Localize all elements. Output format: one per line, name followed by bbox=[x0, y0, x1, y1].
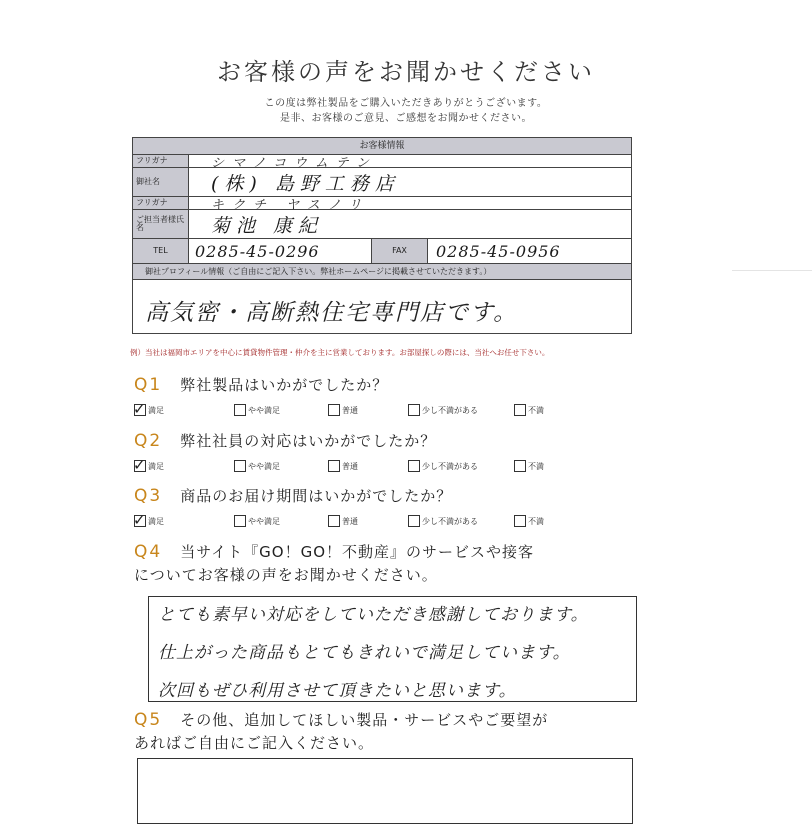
question-2-text: 弊社社員の対応はいかがでしたか？ bbox=[180, 432, 437, 450]
intro-line-1: この度は弊社製品をご購入いただきありがとうございます。 bbox=[264, 98, 548, 109]
q1-option-somewhat-satisfied[interactable]: やや満足 bbox=[234, 404, 328, 416]
fax-label: FAX bbox=[372, 239, 428, 263]
example-note: 例）当社は福岡市エリアを中心に賃貸物件管理・仲介を主に営業しております。お部屋探しの際には、当社へお任せ下さい。 bbox=[130, 348, 550, 357]
customer-info-header: お客様情報 bbox=[133, 138, 631, 155]
question-2-options bbox=[133, 456, 544, 474]
question-1 bbox=[134, 374, 388, 395]
q1-option-somewhat-dissatisfied[interactable]: 少し不満がある bbox=[408, 404, 514, 416]
company-row bbox=[133, 168, 631, 197]
tel-field[interactable]: 0285-45-0296 bbox=[189, 239, 372, 263]
question-3 bbox=[134, 485, 452, 506]
check-mark-icon: ✓ bbox=[133, 400, 146, 418]
tel-label: TEL bbox=[133, 239, 189, 263]
company-label: 御社名 bbox=[133, 168, 189, 196]
q5-answer-box[interactable] bbox=[137, 758, 633, 824]
company-kana-label: フリガナ bbox=[133, 155, 189, 167]
q3-option-somewhat-satisfied[interactable]: やや満足 bbox=[234, 515, 328, 527]
q2-option-satisfied[interactable]: ✓ 満足 bbox=[133, 456, 164, 474]
q3-option-somewhat-dissatisfied[interactable]: 少し不満がある bbox=[408, 515, 514, 527]
question-5 bbox=[134, 709, 548, 730]
question-4-number: Q4 bbox=[134, 542, 163, 562]
customer-info-form bbox=[132, 137, 632, 334]
person-name-field[interactable]: 菊池 康紀 bbox=[211, 214, 324, 237]
question-2 bbox=[134, 430, 436, 451]
question-1-options bbox=[133, 400, 544, 418]
q1-option-dissatisfied[interactable]: 不満 bbox=[514, 404, 544, 416]
q4-answer-line-2: 仕上がった商品もとてもきれいで満足しています。 bbox=[158, 643, 571, 663]
question-5-number: Q5 bbox=[134, 710, 163, 730]
question-4-line-2: についてお客様の声をお聞かせください。 bbox=[134, 566, 438, 584]
company-name-field[interactable]: (株) 島野工務店 bbox=[211, 172, 400, 195]
q2-option-somewhat-satisfied[interactable]: やや満足 bbox=[234, 460, 328, 472]
question-5-line-1: その他、追加してほしい製品・サービスやご要望が bbox=[180, 711, 549, 729]
question-2-number: Q2 bbox=[134, 431, 163, 451]
phone-row bbox=[133, 239, 631, 264]
profile-label: 御社プロフィール情報（ご自由にご記入下さい。弊社ホームページに掲載させていただきます。） bbox=[133, 264, 631, 280]
intro-line-2: 是非、お客様のご意見、ご感想をお聞かせください。 bbox=[280, 113, 532, 124]
q3-option-dissatisfied[interactable]: 不満 bbox=[514, 515, 544, 527]
q4-answer-line-3: 次回もぜひ利用させて頂きたいと思います。 bbox=[158, 681, 517, 701]
check-mark-icon: ✓ bbox=[133, 511, 146, 529]
q2-option-neutral[interactable]: 普通 bbox=[328, 460, 408, 472]
person-kana-field[interactable]: キクチ ヤスノリ bbox=[211, 197, 370, 213]
company-kana-field[interactable]: シマノコウムテン bbox=[211, 155, 377, 171]
q1-option-neutral[interactable]: 普通 bbox=[328, 404, 408, 416]
fax-field[interactable]: 0285-45-0956 bbox=[436, 241, 561, 261]
q3-option-satisfied[interactable]: ✓ 満足 bbox=[133, 511, 164, 529]
question-1-number: Q1 bbox=[134, 375, 163, 395]
q2-option-somewhat-dissatisfied[interactable]: 少し不満がある bbox=[408, 460, 514, 472]
question-3-text: 商品のお届け期間はいかがでしたか？ bbox=[180, 487, 453, 505]
person-kana-label: フリガナ bbox=[133, 197, 189, 209]
question-4-line-1: 当サイト『GO！GO！不動産』のサービスや接客 bbox=[180, 543, 535, 561]
q4-answer-line-1: とても素早い対応をしていただき感謝しております。 bbox=[158, 605, 589, 625]
q3-option-neutral[interactable]: 普通 bbox=[328, 515, 408, 527]
scan-artifact-line bbox=[732, 270, 812, 271]
page-title: お客様の声をお聞かせください bbox=[217, 58, 595, 86]
question-1-text: 弊社製品はいかがでしたか？ bbox=[180, 376, 389, 394]
check-mark-icon: ✓ bbox=[133, 456, 146, 474]
question-5-line-2: あればご自由にご記入ください。 bbox=[134, 734, 375, 752]
person-kana-row bbox=[133, 197, 631, 213]
question-4 bbox=[134, 541, 534, 562]
person-label: ご担当者様氏名 bbox=[133, 210, 189, 238]
question-3-number: Q3 bbox=[134, 486, 163, 506]
profile-field[interactable]: 高気密・高断熱住宅専門店です。 bbox=[145, 300, 519, 326]
question-3-options bbox=[133, 511, 544, 529]
company-kana-row bbox=[133, 155, 631, 171]
q1-option-satisfied[interactable]: ✓ 満足 bbox=[133, 400, 164, 418]
q2-option-dissatisfied[interactable]: 不満 bbox=[514, 460, 544, 472]
person-row bbox=[133, 210, 631, 239]
